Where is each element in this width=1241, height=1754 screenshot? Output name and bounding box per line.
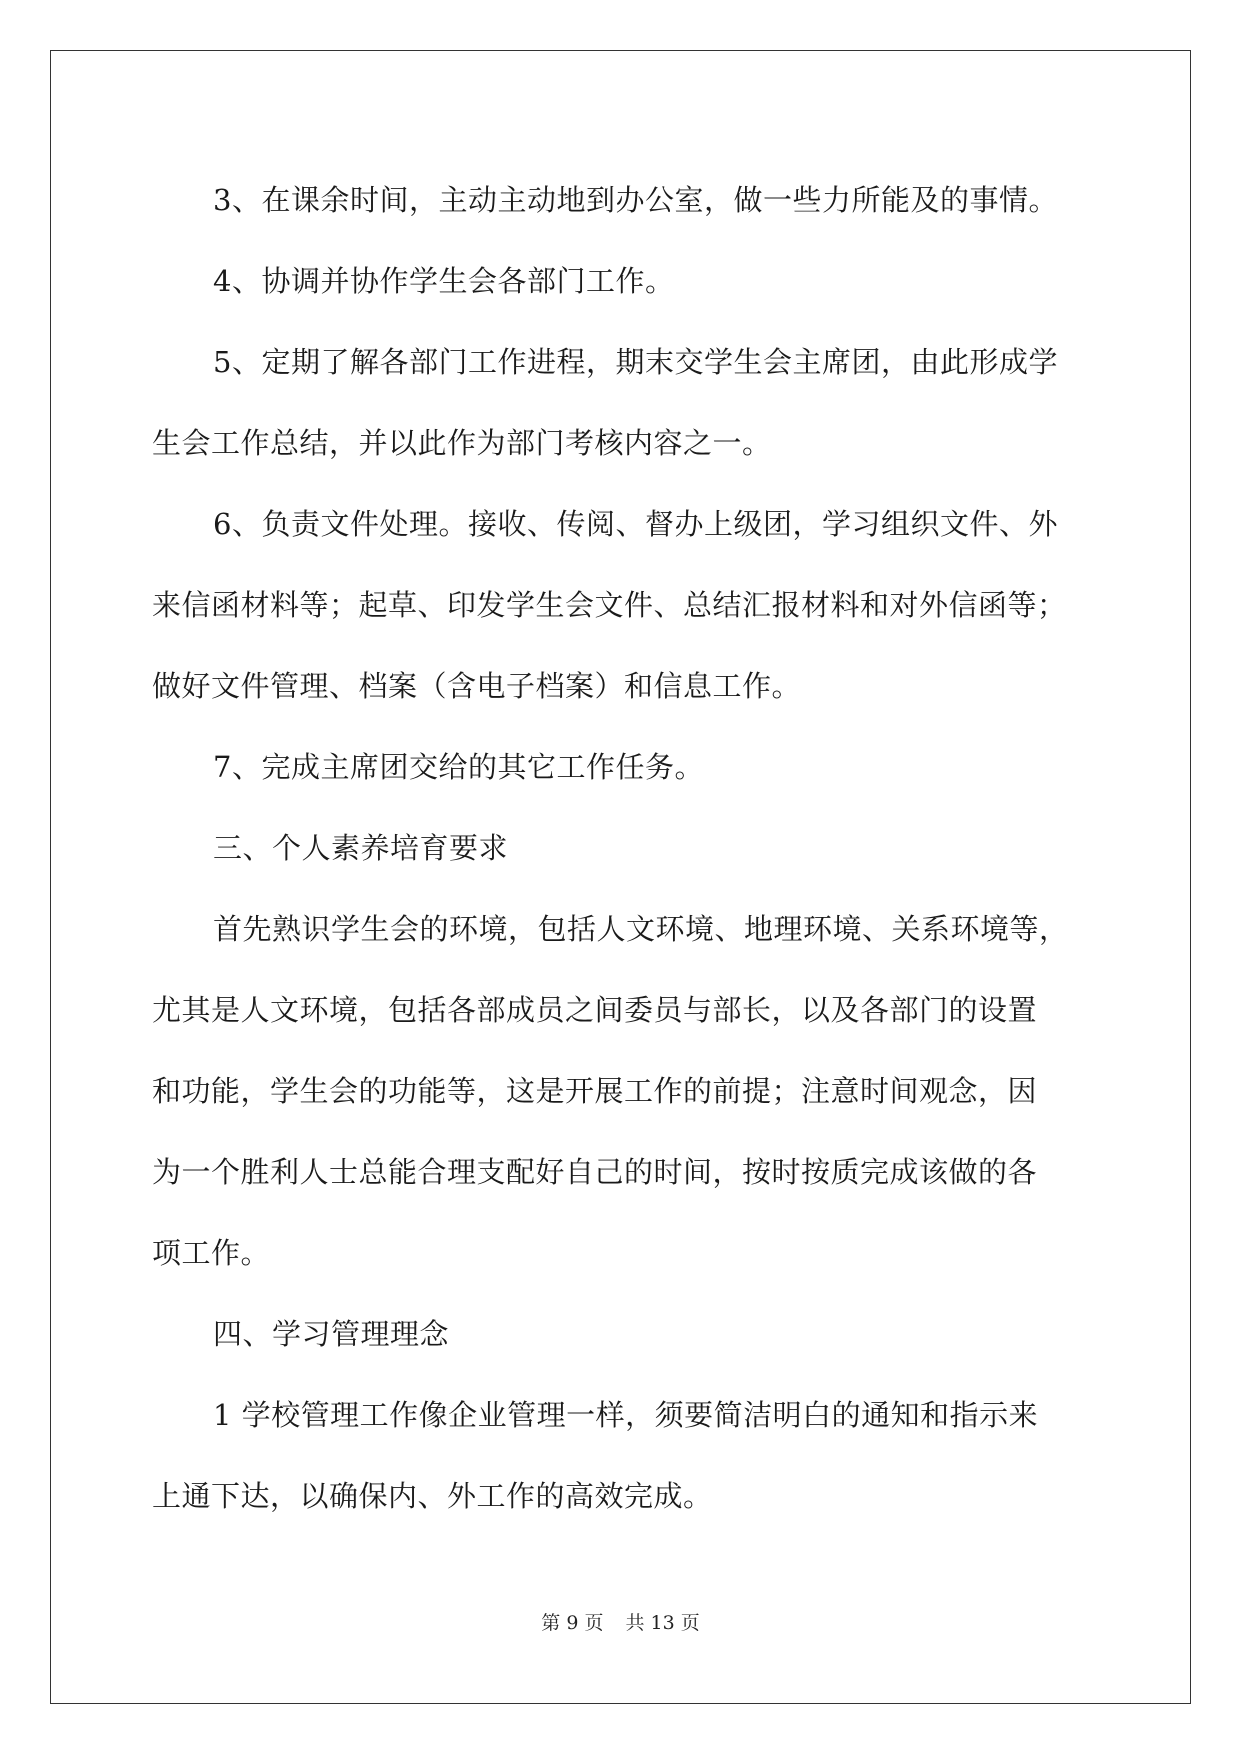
paragraph-line: 首先熟识学生会的环境，包括人文环境、地理环境、关系环境等， (213, 912, 1069, 946)
page-total: 共 13 页 (625, 1612, 700, 1634)
paragraph-line: 生会工作总结，并以此作为部门考核内容之一。 (152, 426, 772, 460)
section-heading: 三、个人素养培育要求 (213, 831, 509, 865)
page-footer (0, 1611, 1241, 1635)
section-heading: 四、学习管理理念 (213, 1317, 450, 1351)
paragraph-line: 上通下达，以确保内、外工作的高效完成。 (152, 1479, 713, 1513)
document-body (152, 160, 1092, 1537)
paragraph-line: 和功能，学生会的功能等，这是开展工作的前提；注意时间观念，因 (152, 1074, 1038, 1108)
page-number: 第 9 页 (541, 1612, 604, 1634)
paragraph-line: 来信函材料等；起草、印发学生会文件、总结汇报材料和对外信函等； (152, 588, 1067, 622)
paragraph-line: 尤其是人文环境，包括各部成员之间委员与部长，以及各部门的设置 (152, 993, 1038, 1027)
paragraph-line: 4、协调并协作学生会各部门工作。 (213, 264, 675, 298)
paragraph-line: 1 学校管理工作像企业管理一样，须要简洁明白的通知和指示来 (213, 1398, 1039, 1432)
paragraph-line: 做好文件管理、档案（含电子档案）和信息工作。 (152, 669, 802, 703)
paragraph-line: 6、负责文件处理。接收、传阅、督办上级团，学习组织文件、外 (213, 507, 1058, 541)
paragraph-line: 为一个胜利人士总能合理支配好自己的时间，按时按质完成该做的各 (152, 1155, 1038, 1189)
paragraph-line: 5、定期了解各部门工作进程，期末交学生会主席团，由此形成学 (213, 345, 1058, 379)
paragraph-line: 项工作。 (152, 1236, 271, 1270)
paragraph-line: 3、在课余时间，主动主动地到办公室，做一些力所能及的事情。 (213, 183, 1058, 217)
paragraph-line: 7、完成主席团交给的其它工作任务。 (213, 750, 704, 784)
